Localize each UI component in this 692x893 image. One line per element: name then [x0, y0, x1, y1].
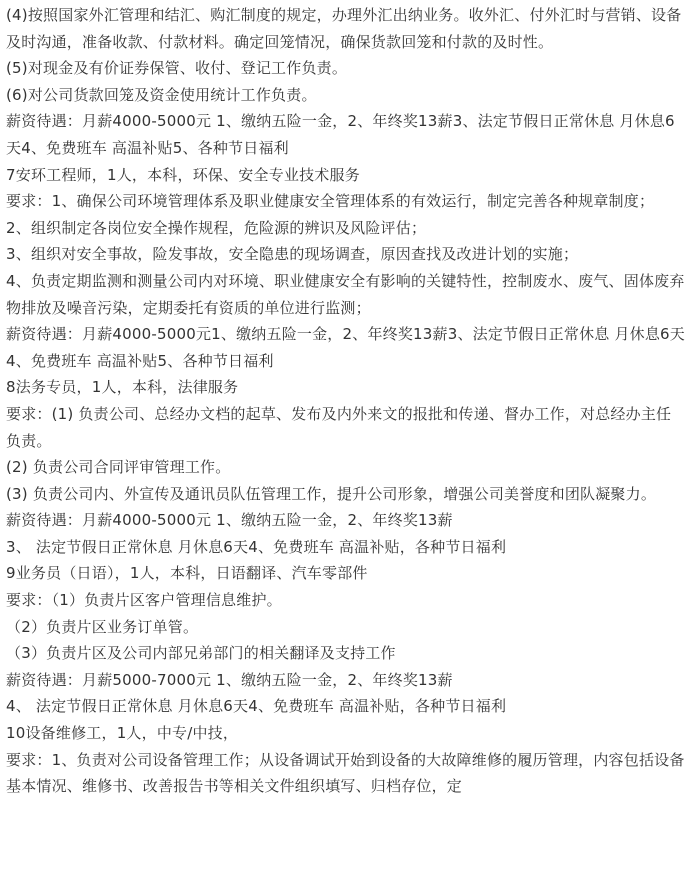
- text-line: 9业务员（日语），1人，本科，日语翻译、汽车零部件: [6, 564, 368, 583]
- text-line: 8法务专员，1人，本科，法律服务: [6, 378, 239, 397]
- text-line: (3) 负责公司内、外宣传及通讯员队伍管理工作，提升公司形象，增强公司美誉度和团队凝聚力。: [6, 484, 657, 503]
- text-line: 薪资待遇：月薪4000-5000元 1、缴纳五险一金，2、年终奖13薪: [6, 511, 453, 530]
- text-line: 10设备维修工，1人，中专/中技，: [6, 724, 239, 743]
- text-line: 2、组织制定各岗位安全操作规程，危险源的辨识及风险评估；: [6, 218, 427, 237]
- text-line: (2) 负责公司合同评审管理工作。: [6, 458, 231, 477]
- text-line: 薪资待遇：月薪4000-5000元 1、缴纳五险一金，2、年终奖13薪3、法定节假日正常休息 月休息6天4、免费班车 高温补贴5、各种节日福利: [6, 112, 675, 157]
- text-line: 7安环工程师，1人，本科，环保、安全专业技术服务: [6, 165, 360, 184]
- text-line: （2）负责片区业务订单管。: [6, 617, 199, 636]
- text-line: 薪资待遇：月薪4000-5000元1、缴纳五险一金，2、年终奖13薪3、法定节假日正常休息 月休息6天4、免费班车 高温补贴5、各种节日福利: [6, 325, 685, 370]
- text-line: 4、 法定节假日正常休息 月休息6天4、免费班车 高温补贴，各种节日福利: [6, 697, 507, 716]
- text-line: 要求：(1) 负责公司、总经办文档的起草、发布及内外来文的报批和传递、督办工作，对总经办主任负责。: [6, 404, 672, 450]
- text-line: 要求：（1）负责片区客户管理信息维护。: [6, 591, 282, 610]
- text-line: 3、组织对安全事故，险发事故，安全隐患的现场调查，原因查找及改进计划的实施；: [6, 245, 579, 264]
- text-line: 4、负责定期监测和测量公司内对环境、职业健康安全有影响的关键特性，控制废水、废气、固体废弃物排放及噪音污染，定期委托有资质的单位进行监测；: [6, 271, 685, 317]
- text-line: （3）负责片区及公司内部兄弟部门的相关翻译及支持工作: [6, 644, 396, 663]
- text-line: (4)按照国家外汇管理和结汇、购汇制度的规定，办理外汇出纳业务。收外汇、付外汇时与营销、设备及时沟通，准备收款、付款材料。确定回笼情况，确保货款回笼和付款的及时性。: [6, 6, 682, 51]
- text-line: (5)对现金及有价证券保管、收付、登记工作负责。: [6, 59, 348, 78]
- text-line: 薪资待遇：月薪5000-7000元 1、缴纳五险一金，2、年终奖13薪: [6, 670, 453, 689]
- text-line: (6)对公司货款回笼及资金使用统计工作负责。: [6, 85, 317, 104]
- text-line: 要求：1、确保公司环境管理体系及职业健康安全管理体系的有效运行，制定完善各种规章制度；: [6, 192, 655, 211]
- text-line: 3、 法定节假日正常休息 月休息6天4、免费班车 高温补贴，各种节日福利: [6, 537, 507, 556]
- text-line: 要求：1、负责对公司设备管理工作；从设备调试开始到设备的大故障维修的履历管理，内容包括设备基本情况、维修书、改善报告书等相关文件组织填写、归档存位，定: [6, 750, 685, 796]
